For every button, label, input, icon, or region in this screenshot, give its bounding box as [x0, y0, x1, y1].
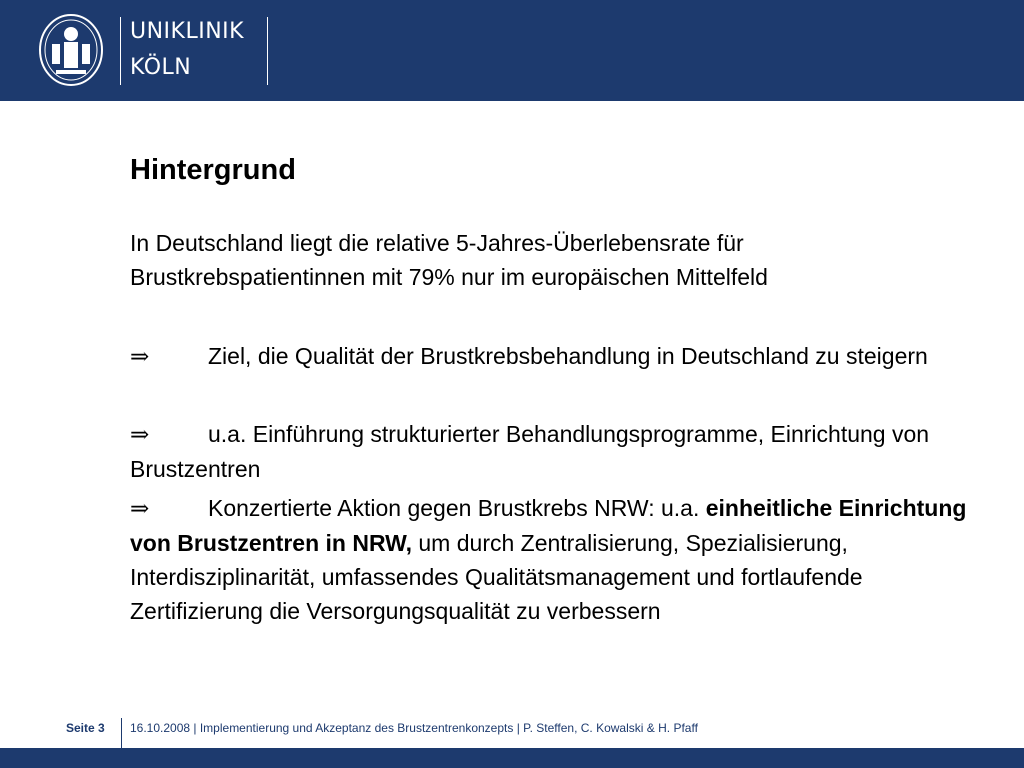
footer-text: 16.10.2008 | Implementierung und Akzeptanz des Brustzentrenkonzepts | P. Steffen, C. Kowalski & H. Pfaff [130, 721, 698, 735]
bullet-text-after: um durch Zentralisierung, Spezialisierung, Interdisziplinarität, umfassendes Qualitätsmanagement und fortlaufende Zertifizierung die Versorgungsqualität zu verbessern [130, 530, 863, 624]
bullet-item-2 [130, 417, 990, 486]
implies-arrow-icon: ⇒ [130, 344, 150, 370]
bullet-item-3 [130, 491, 990, 628]
footer [0, 716, 1024, 740]
brand-divider-left [120, 17, 121, 85]
slide-title: Hintergrund [130, 154, 296, 186]
bullet-text: Ziel, die Qualität der Brustkrebsbehandlung in Deutschland zu steigern [208, 343, 928, 369]
implies-arrow-icon: ⇒ [130, 496, 150, 522]
intro-paragraph: In Deutschland liegt die relative 5-Jahres-Überlebensrate für Brustkrebspatientinnen mit 79% nur im europäischen Mittelfeld [130, 230, 768, 290]
university-seal-icon [38, 12, 104, 88]
brand-line-1: UNIKLINIK [130, 19, 245, 44]
bullet-text-bold: einheitliche Einrichtung von Brustzentren in NRW, [130, 495, 967, 556]
brand-divider-right [267, 17, 268, 85]
footer-bar [0, 748, 1024, 768]
bullet-text-before: Konzertierte Aktion gegen Brustkrebs NRW: u.a. [208, 495, 700, 521]
header-bar [0, 0, 1024, 101]
page-number: Seite 3 [66, 721, 105, 735]
bullet-text: u.a. Einführung strukturierter Behandlungsprogramme, Einrichtung von Brustzentren [130, 421, 930, 482]
implies-arrow-icon: ⇒ [130, 422, 150, 448]
bullet-item-1 [130, 339, 990, 374]
brand-line-2: KÖLN [130, 55, 192, 80]
brand-wordmark [130, 14, 244, 86]
